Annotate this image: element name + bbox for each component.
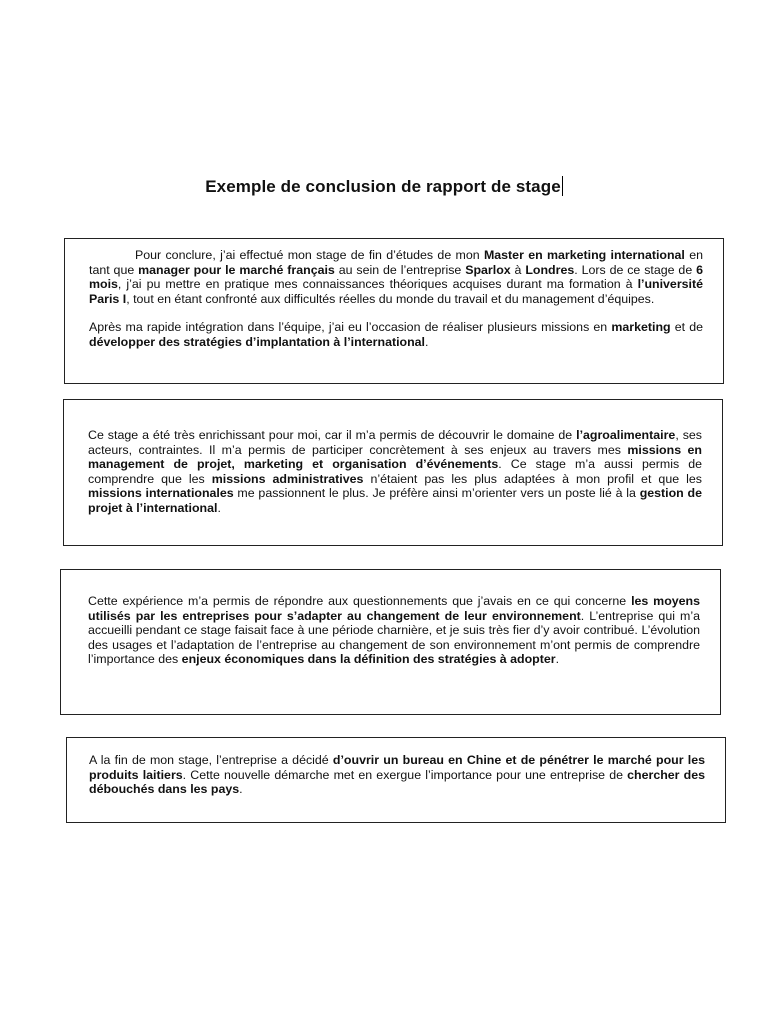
bold-text-run: Master en marketing international: [483, 248, 685, 262]
bold-text-run: enjeux économiques dans la définition des stratégies à adopter: [181, 652, 556, 667]
text-run: .: [217, 500, 221, 515]
bold-text-run: missions en management de projet, marketing et organisation d’événements: [88, 442, 703, 472]
bold-text-run: gestion de projet à l’international: [88, 486, 702, 515]
bold-text-run: missions internationales: [88, 486, 234, 501]
bold-text-run: manager pour le marché français: [138, 262, 335, 277]
text-run: Pour conclure, j’ai effectué mon stage de fin d’études de mon: [135, 248, 484, 262]
text-run: me passionnent le plus. Je préfère ainsi m’orienter vers un poste lié à la: [233, 486, 640, 501]
text-run: Après ma rapide intégration dans l’équipe, j’ai eu l’occasion de réaliser plusieurs missions en: [89, 320, 612, 335]
text-run: , j’ai pu mettre en pratique mes connaissances théoriques acquises durant ma formation à: [117, 277, 638, 292]
text-cursor: [562, 176, 563, 196]
text-run: au sein de l’entreprise: [334, 262, 466, 277]
bold-text-run: marketing: [611, 320, 671, 335]
text-run: . Ce stage m’a aussi permis de comprendre que les: [88, 457, 702, 486]
bold-text-run: Londres: [525, 262, 575, 277]
text-run: n’étaient pas les plus adaptées à mon profil et que les: [363, 471, 702, 486]
box2-paragraph-1: [88, 428, 702, 516]
box4-paragraph-1: [89, 753, 705, 797]
bold-text-run: chercher des débouchés dans les pays: [89, 767, 705, 797]
bold-text-run: d’ouvrir un bureau en Chine et de pénétrer le marché pour les produits laitiers: [89, 753, 705, 782]
text-run: .: [555, 652, 560, 667]
text-run: Cette expérience m’a permis de répondre aux questionnements que j’avais en ce qui concerne: [88, 594, 632, 608]
bold-text-run: l’université Paris I: [89, 277, 703, 306]
title-text: Exemple de conclusion de rapport de stage: [205, 177, 561, 196]
text-run: . Cette nouvelle démarche met en exergue l’importance pour une entreprise de: [182, 767, 628, 782]
box1-paragraph-2: [89, 320, 703, 349]
box3-paragraph-1: [88, 594, 700, 667]
bold-text-run: l’agroalimentaire: [576, 428, 676, 442]
conclusion-box-1: [64, 238, 724, 384]
conclusion-box-2: [63, 399, 723, 546]
bold-text-run: missions administratives: [211, 471, 364, 486]
text-run: . Lors de ce stage de: [574, 262, 697, 277]
text-run: et de: [670, 320, 703, 335]
text-run: à: [510, 262, 526, 277]
conclusion-box-4: [66, 737, 726, 823]
text-run: .: [425, 334, 429, 349]
bold-text-run: 6 mois: [89, 262, 704, 292]
text-run: A la fin de mon stage, l’entreprise a décidé: [89, 753, 333, 767]
bold-text-run: Sparlox: [465, 262, 511, 277]
text-run: en tant que: [89, 248, 703, 277]
text-run: , tout en étant confronté aux difficultés réelles du monde du travail et du management d’équipes.: [126, 291, 655, 306]
box1-paragraph-1: [89, 248, 703, 306]
text-run: .: [239, 782, 243, 797]
text-run: Ce stage a été très enrichissant pour moi, car il m’a permis de découvrir le domaine de: [88, 428, 577, 442]
bold-text-run: développer des stratégies d’implantation à l’international: [89, 334, 425, 349]
page-title: [0, 176, 768, 197]
conclusion-box-3: [60, 569, 721, 715]
text-run: . L’entreprise qui m’a accueilli pendant ce stage faisait face à une période charnière, et je suis très fier d’y avoir contribué. L’évolution des usages et l’adaptation de l’entreprise au changement de son environnement m’ont permis de comprendre l’importance des: [88, 608, 700, 667]
text-run: , ses acteurs, contraintes. Il m’a permis de participer concrètement à ses enjeux au travers mes: [88, 428, 702, 457]
bold-text-run: les moyens utilisés par les entreprises pour s’adapter au changement de leur environnement: [88, 594, 701, 623]
